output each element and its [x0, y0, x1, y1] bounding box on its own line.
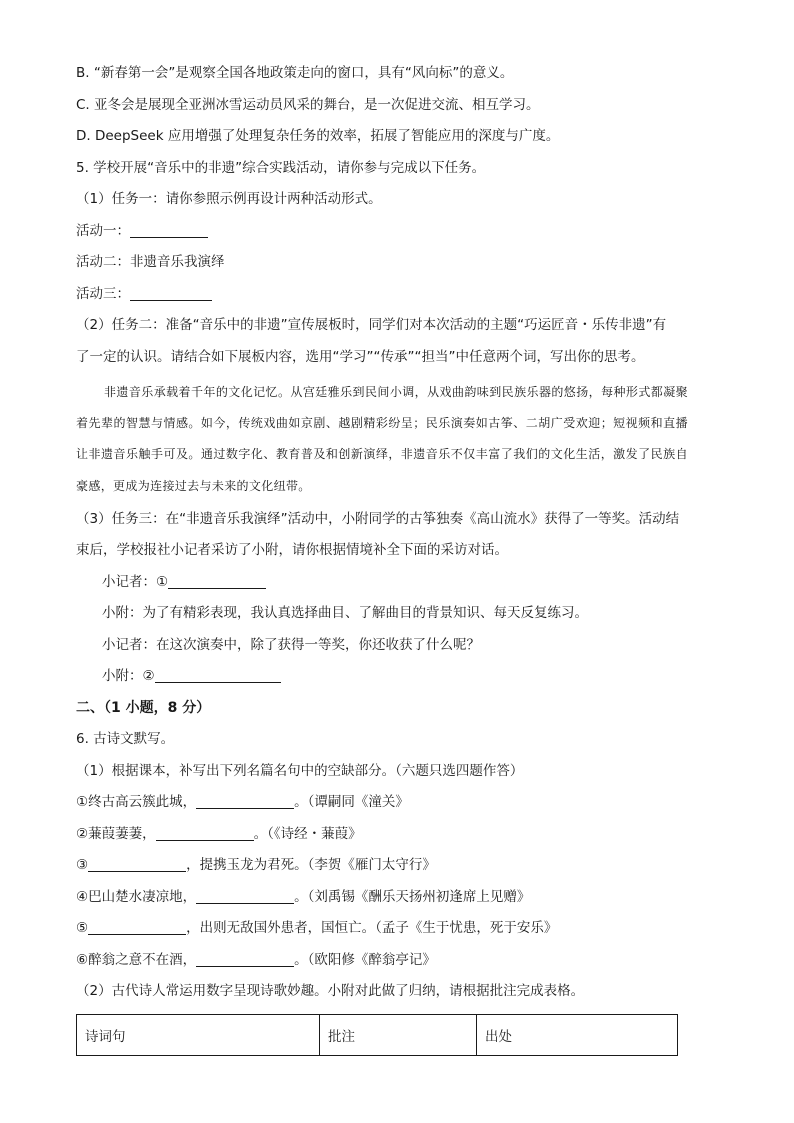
recitation-2-blank[interactable]: [156, 824, 254, 841]
sub-question-2: （2）古代诗人常运用数字呈现诗歌妙趣。小附对此做了归纳，请根据批注完成表格。: [76, 983, 585, 1000]
recitation-1-blank[interactable]: [196, 792, 294, 809]
recitation-4: [76, 882, 716, 914]
recitation-6-prefix: ⑥醉翁之意不在酒，: [76, 951, 197, 968]
xiaofu-answer-2: 小附：②: [102, 668, 155, 685]
recitation-6: [76, 945, 716, 977]
option-d: D. DeepSeek 应用增强了处理复杂任务的效率，拓展了智能应用的深度与广度。: [76, 128, 560, 144]
recitation-5-blank[interactable]: [88, 918, 186, 935]
recitation-5-source: ，出则无敌国外患者，国恒亡。（孟子《生于忧患，死于安乐》: [186, 920, 558, 937]
activity-1-label: 活动一：: [76, 222, 130, 239]
recitation-4-source: 。（刘禹锡《酬乐天扬州初逢席上见赠》: [294, 888, 531, 905]
option-c: C. 亚冬会是展现全亚洲冰雪运动员风采的舞台，是一次促进交流、相互学习。: [76, 96, 540, 113]
activity-1-blank[interactable]: [130, 221, 208, 238]
task-3-line-1: （3）任务三：在“非遗音乐我演绎”活动中，小附同学的古筝独奏《高山流水》获得了一等奖。活动结: [76, 510, 680, 527]
section-2-heading: 二、（1 小题，8 分）: [76, 699, 211, 716]
recitation-6-source: 。（欧阳修《醉翁亭记》: [294, 951, 436, 968]
table-header-row: [77, 1014, 678, 1055]
xiaofu-blank-2[interactable]: [155, 666, 281, 683]
header-source: 出处: [477, 1014, 678, 1055]
recitation-4-prefix: ④巴山楚水凄凉地，: [76, 888, 197, 905]
recitation-3-blank[interactable]: [88, 855, 186, 872]
xiaofu-line-1: 小附：为了有精彩表现，我认真选择曲目、了解曲目的背景知识、每天反复练习。: [102, 605, 588, 622]
reporter-question-1: 小记者：①: [102, 573, 169, 590]
xiaofu-line-2: [76, 661, 716, 693]
reporter-line-2: 小记者：在这次演奏中，除了获得一等奖，你还收获了什么呢？: [102, 636, 480, 653]
task-2-line-2: 了一定的认识。请结合如下展板内容，选用“学习”“传承”“担当”中任意两个词，写出你的思考。: [76, 348, 645, 365]
activity-2: 活动二：非遗音乐我演绎: [76, 254, 225, 270]
exam-page: [76, 58, 716, 1056]
material-text: 非遗音乐承载着千年的文化记忆。从宫廷雅乐到民间小调，从戏曲韵味到民族乐器的悠扬，每种形式都凝聚着先辈的智慧与情感。如今，传统戏曲如京剧、越剧精彩纷呈；民乐演奏如古筝、二胡广受欢迎；短视频和直播让非遗音乐触手可及。通过数字化、教育普及和创新演绎，非遗音乐不仅丰富了我们的文化生活，激发了民族自豪感，更成为连接过去与未来的文化纽带。: [76, 385, 688, 493]
task-3-line-2: 束后，学校报社小记者采访了小附，请你根据情境补全下面的采访对话。: [76, 542, 508, 559]
recitation-3: [76, 850, 716, 882]
recitation-1: [76, 787, 716, 819]
reporter-line-1: [76, 567, 716, 599]
task-1: （1）任务一：请你参照示例再设计两种活动形式。: [76, 191, 382, 207]
activity-3: [76, 279, 716, 311]
header-annotation: 批注: [320, 1014, 477, 1055]
recitation-2-prefix: ②蒹葭萋萋，: [76, 825, 156, 842]
recitation-2: [76, 819, 716, 851]
header-poem-line: 诗词句: [77, 1014, 320, 1055]
activity-3-label: 活动三：: [76, 285, 130, 302]
recitation-1-prefix: ①终古高云簇此城，: [76, 794, 197, 811]
number-poetry-table: [76, 1014, 678, 1056]
recitation-6-blank[interactable]: [196, 950, 294, 967]
task-2-line-1: （2）任务二：准备“音乐中的非遗”宣传展板时，同学们对本次活动的主题“巧运匠音・乐传非遗”有: [76, 317, 667, 333]
option-b: B. “新春第一会”是观察全国各地政策走向的窗口，具有“风向标”的意义。: [76, 65, 514, 81]
recitation-3-source: ，提携玉龙为君死。（李贺《雁门太守行》: [186, 857, 436, 874]
question-5-stem: 5. 学校开展“音乐中的非遗”综合实践活动，请你参与完成以下任务。: [76, 159, 486, 176]
recitation-5-prefix: ⑤: [76, 920, 89, 937]
recitation-3-prefix: ③: [76, 857, 89, 874]
question-6-stem: 6. 古诗文默写。: [76, 731, 175, 748]
activity-3-blank[interactable]: [130, 284, 212, 301]
recitation-2-source: 。（《诗经・蒹葭》: [253, 825, 362, 842]
display-board-material: [76, 377, 688, 502]
recitation-4-blank[interactable]: [196, 887, 294, 904]
recitation-5: [76, 913, 716, 945]
activity-1: [76, 216, 716, 248]
sub-question-1: （1）根据课本，补写出下列名篇名句中的空缺部分。（六题只选四题作答）: [76, 762, 524, 779]
reporter-blank-1[interactable]: [168, 572, 266, 589]
recitation-1-source: 。（谭嗣同《潼关》: [294, 794, 409, 811]
